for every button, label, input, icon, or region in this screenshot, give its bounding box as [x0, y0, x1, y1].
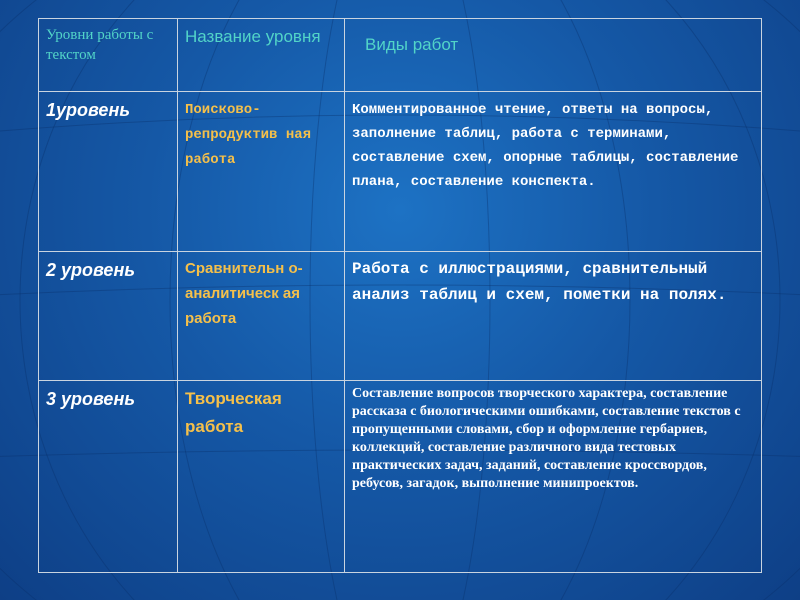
level-label: 2 уровень [46, 260, 136, 280]
name-cell [178, 252, 345, 381]
level-cell [39, 381, 178, 573]
level-cell [39, 92, 178, 252]
header-name-label: Название уровня [185, 27, 321, 46]
table-header-row [39, 19, 762, 92]
table-row [39, 252, 762, 381]
level-cell [39, 252, 178, 381]
work-types-text: Комментированное чтение, ответы на вопросы, заполнение таблиц, работа с терминами, составление схем, опорные таблицы, составление плана, составление конспекта. [352, 102, 739, 190]
header-cell-types [345, 19, 762, 92]
level-name: Сравнительн о-аналитическ ая работа [185, 260, 303, 327]
level-name: Поисково-репродуктив ная работа [185, 102, 312, 168]
table-row [39, 381, 762, 573]
level-label: 1уровень [46, 100, 131, 120]
work-levels-table [38, 18, 762, 573]
types-cell [345, 381, 762, 573]
work-types-text: Работа с иллюстрациями, сравнительный анализ таблиц и схем, пометки на полях. [352, 260, 727, 304]
work-types-text: Составление вопросов творческого характера, составление рассказа с биологическими ошибками, составление текстов с пропущенными словами, сбор и оформление гербариев, коллекций, составление различного вида тестовых практических задач, заданий, составление кроссвордов, ребусов, загадок, выполнение минипроектов. [352, 386, 741, 491]
table-row [39, 92, 762, 252]
header-cell-levels [39, 19, 178, 92]
header-cell-name [178, 19, 345, 92]
header-levels-label: Уровни работы с текстом [46, 27, 154, 63]
types-cell [345, 92, 762, 252]
level-name: Творческая работа [185, 389, 282, 436]
name-cell [178, 92, 345, 252]
level-label: 3 уровень [46, 389, 136, 409]
types-cell [345, 252, 762, 381]
header-types-label: Виды работ [365, 35, 459, 54]
name-cell [178, 381, 345, 573]
